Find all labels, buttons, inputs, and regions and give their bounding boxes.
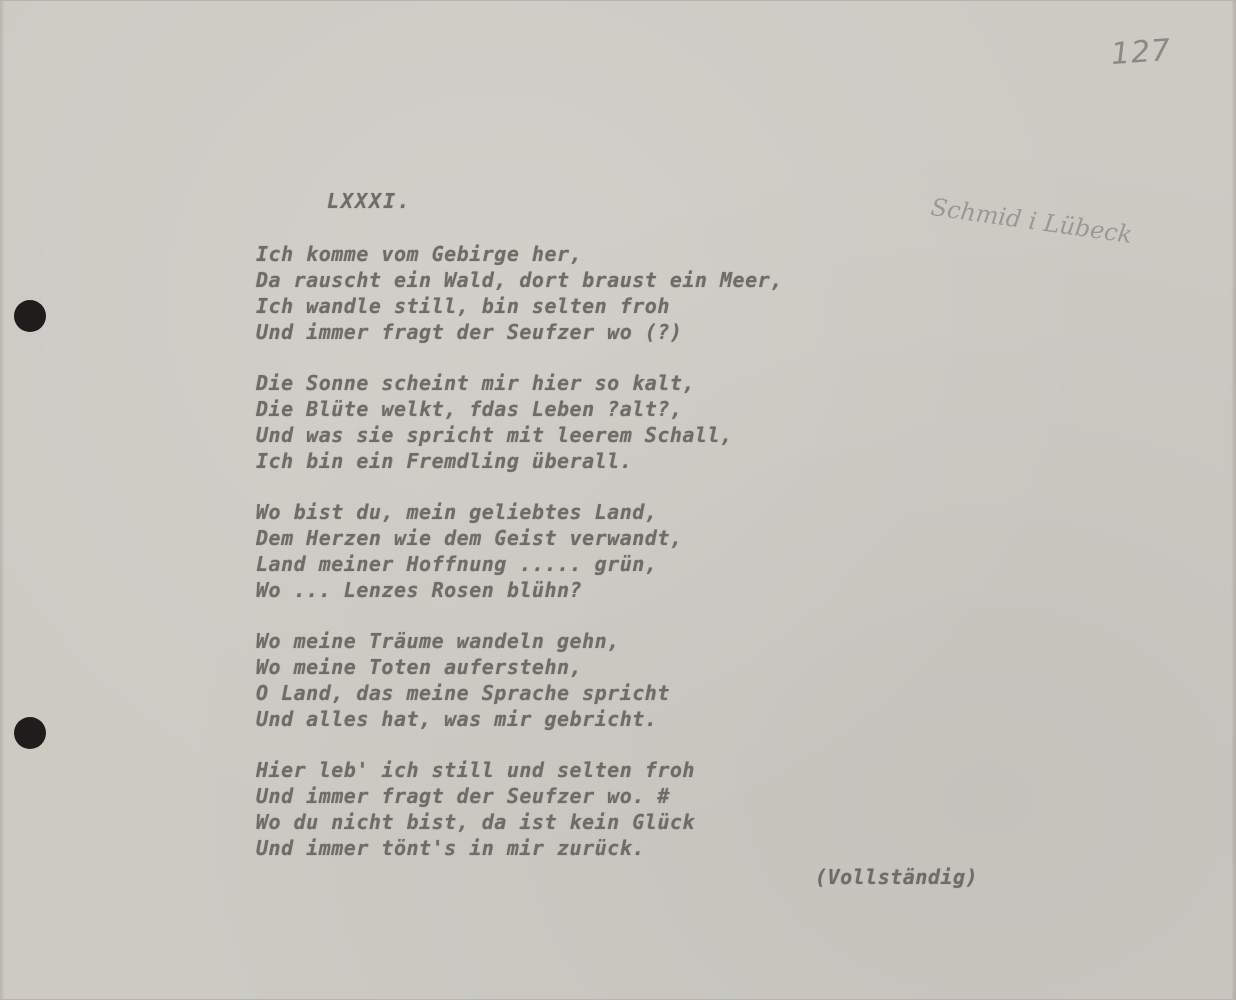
poem-body (256, 241, 956, 886)
poem-line: Ich komme vom Gebirge her, (256, 242, 583, 266)
page-number: 127 (1109, 32, 1173, 73)
poem-line: Und immer tönt's in mir zurück. (256, 836, 645, 860)
poem-line: Die Sonne scheint mir hier so kalt, (256, 371, 695, 395)
poem-line: Wo ... Lenzes Rosen blühn? (256, 578, 583, 602)
poem-line: Wo du nicht bist, da ist kein Glück (256, 810, 695, 834)
left-edge-shadow (1, 1, 5, 999)
poem-line: Wo meine Träume wandeln gehn, (256, 629, 620, 653)
poem-line: O Land, das meine Sprache spricht (256, 681, 670, 705)
poem-footer-note: (Vollständig) (815, 865, 979, 889)
stanza-1 (256, 241, 956, 345)
poem-line: Wo bist du, mein geliebtes Land, (256, 500, 658, 524)
poem-line: Land meiner Hoffnung ..... grün, (256, 552, 658, 576)
poem-line: Ich bin ein Fremdling überall. (256, 449, 633, 473)
poem-line: Die Blüte welkt, fdas Leben ?alt?, (256, 397, 683, 421)
stanza-3 (256, 499, 956, 603)
stanza-2 (256, 370, 956, 474)
punch-hole-bottom (14, 717, 46, 749)
poem-line: Wo meine Toten auferstehn, (256, 655, 583, 679)
poem-line: Und alles hat, was mir gebricht. (256, 707, 658, 731)
poem-line: Ich wandle still, bin selten froh (256, 294, 670, 318)
poem-line: Und was sie spricht mit leerem Schall, (256, 423, 733, 447)
poem-line: Hier leb' ich still und selten froh (256, 758, 695, 782)
punch-hole-top (14, 300, 46, 332)
stanza-5 (256, 757, 956, 861)
poem-line: Dem Herzen wie dem Geist verwandt, (256, 526, 683, 550)
poem-line: Da rauscht ein Wald, dort braust ein Meer, (256, 268, 783, 292)
poem-line: Und immer fragt der Seufzer wo (?) (256, 320, 683, 344)
poem-heading: LXXXI. (327, 189, 412, 213)
right-edge-shadow (1231, 1, 1235, 999)
poem-line: Und immer fragt der Seufzer wo. # (256, 784, 670, 808)
handwritten-note: Schmid i Lübeck (929, 193, 1135, 249)
stanza-4 (256, 628, 956, 732)
